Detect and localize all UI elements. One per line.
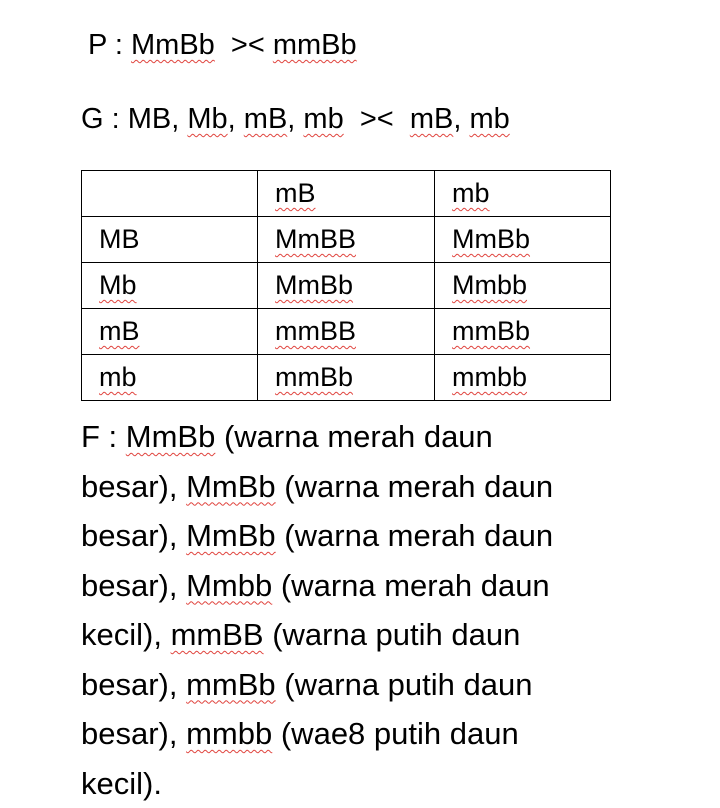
genotype: Mmbb (452, 270, 527, 300)
offspring-paragraph (81, 412, 641, 808)
genotype-cell (258, 217, 435, 263)
table-row (82, 309, 611, 355)
table-header-cell (435, 171, 611, 217)
parents-label: P : (88, 29, 123, 61)
genotype-cell (435, 263, 611, 309)
row-gamete: Mb (99, 270, 137, 300)
genotype: MmBB (275, 224, 356, 254)
offspring-line: kecil). (81, 759, 641, 808)
gametes-line: G : MB, Mb, mB, mb >< mB, mb (81, 102, 510, 136)
offspring-genotype: MmBb (186, 518, 276, 553)
offspring-line: kecil), mmBB (warna putih daun (81, 610, 641, 660)
table-row (82, 263, 611, 309)
row-gamete: mB (99, 316, 140, 346)
genotype-cell (435, 355, 611, 401)
offspring-line: besar), MmBb (warna merah daun (81, 511, 641, 561)
gamete-4: mb (303, 103, 343, 135)
punnett-square-table (81, 170, 611, 401)
parent-1-genotype: MmBb (131, 29, 215, 61)
table-corner-cell (82, 171, 258, 217)
row-gamete: MB (99, 224, 140, 254)
table-header-row (82, 171, 611, 217)
row-gamete-cell (82, 217, 258, 263)
offspring-genotype: MmBb (126, 419, 216, 454)
row-gamete-cell (82, 355, 258, 401)
gametes-label: G : (81, 103, 120, 135)
gamete-1: MB (128, 103, 172, 135)
table-row (82, 217, 611, 263)
offspring-genotype: MmBb (186, 469, 276, 504)
offspring-line: F : MmBb (warna merah daun (81, 412, 641, 462)
header-gamete: mb (452, 178, 490, 208)
offspring-genotype: mmBB (171, 617, 264, 652)
genotype: MmBb (452, 224, 530, 254)
header-gamete: mB (275, 178, 316, 208)
offspring-genotype: Mmbb (186, 568, 272, 603)
cross-symbol: >< (360, 103, 394, 135)
offspring-genotype: mmBb (186, 667, 276, 702)
genotype: mmBb (275, 362, 353, 392)
genotype-cell (258, 309, 435, 355)
offspring-line: besar), mmBb (warna putih daun (81, 660, 641, 710)
row-gamete-cell (82, 309, 258, 355)
gamete-5: mB (410, 103, 454, 135)
offspring-line: besar), MmBb (warna merah daun (81, 462, 641, 512)
genotype: mmBB (275, 316, 356, 346)
gamete-2: Mb (187, 103, 227, 135)
parents-line (88, 28, 357, 62)
genotype-cell (435, 217, 611, 263)
gamete-6: mb (469, 103, 509, 135)
genotype-cell (258, 263, 435, 309)
table-row (82, 355, 611, 401)
table-header-cell (258, 171, 435, 217)
parent-2-genotype: mmBb (273, 29, 357, 61)
genotype: mmbb (452, 362, 527, 392)
offspring-line: besar), Mmbb (warna merah daun (81, 561, 641, 611)
genotype: MmBb (275, 270, 353, 300)
offspring-genotype: mmbb (186, 716, 272, 751)
cross-symbol: >< (231, 29, 265, 61)
row-gamete: mb (99, 362, 137, 392)
genotype: mmBb (452, 316, 530, 346)
gamete-3: mB (244, 103, 288, 135)
offspring-line: besar), mmbb (wae8 putih daun (81, 709, 641, 759)
row-gamete-cell (82, 263, 258, 309)
genotype-cell (258, 355, 435, 401)
genotype-cell (435, 309, 611, 355)
